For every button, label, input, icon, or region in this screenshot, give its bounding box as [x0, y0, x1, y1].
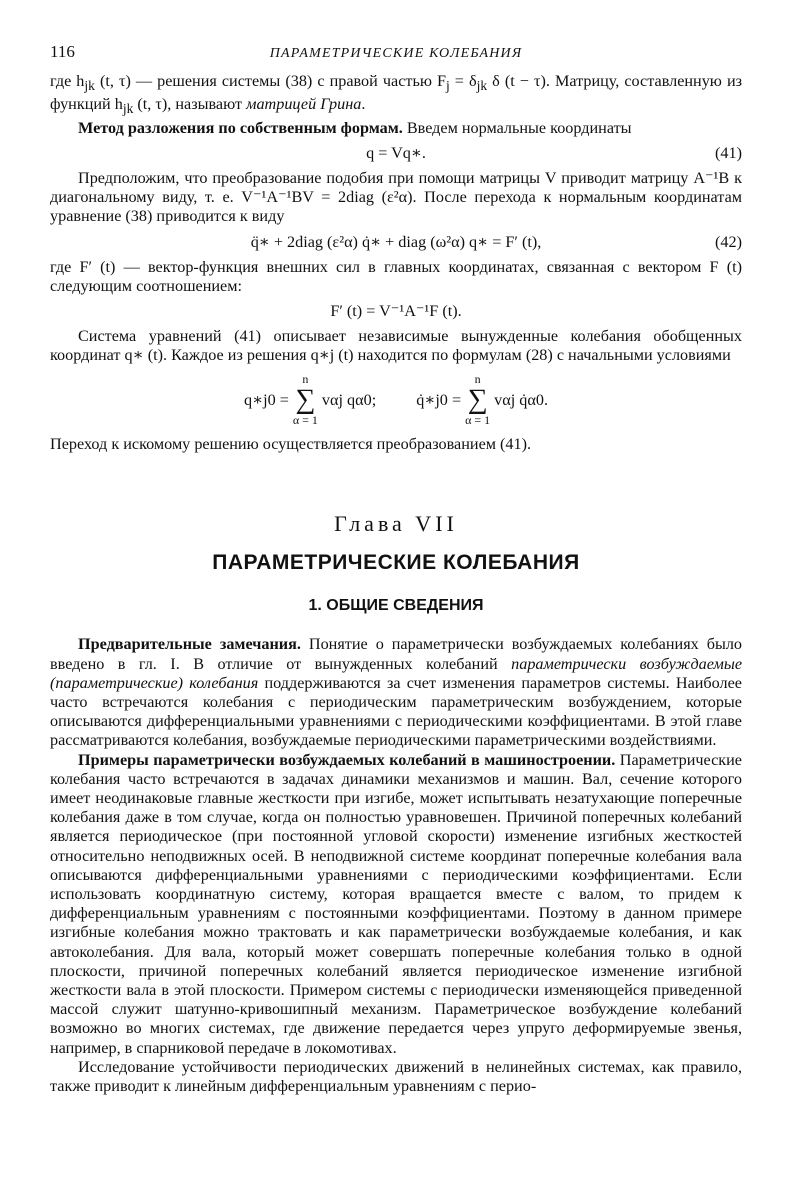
- chapter-title: ПАРАМЕТРИЧЕСКИЕ КОЛЕБАНИЯ: [212, 550, 580, 574]
- paragraph-stability: Исследование устойчивости периодических движений в нелинейных системах, как правило, также приводит к линейным дифференциальным уравнениям с перио-: [50, 1057, 742, 1095]
- running-title: ПАРАМЕТРИЧЕСКИЕ КОЛЕБАНИЯ: [269, 46, 523, 61]
- paragraph-preliminary: Предварительные замечания. Понятие о параметрически возбуждаемых колебаниях было введено в гл. I. В отличие от вынужденных колебаний параметрически возбуждаемые (параметрические) колебания поддерживаются за счет изменения параметров системы. Наиболее часто встречаются колебания с периодическим параметрическим возбуждением, которые описываются дифференциальными уравнениями с периодическими коэффициентами. В этой главе рассматриваются колебания, возбуждаемые периодическими параметрическими воздействиями.: [50, 635, 743, 750]
- paragraph-system-41: Система уравнений (41) описывает независимые вынужденные колебания обобщенных координат q∗ (t). Каждое из решения q∗j (t) находится по формулам (28) с начальными условиями: [50, 327, 742, 365]
- equation-tag: (42): [715, 232, 742, 251]
- equation-initial-conditions: q∗j0 = n ∑ α = 1 vαj qα0; q̇∗j0 = n ∑ α = 1 vαj q̇α0.: [243, 371, 548, 427]
- running-header: [50, 36, 742, 62]
- paragraph-green-matrix: где $h_{jk}$ (t, τ) — решения системы (38) с правой частью $F_j = \delta_{jk}$ δ (t − τ). Матрицу, составленную из функций $h_{jk}$ (t, τ), называют матрицей Грина.: [50, 72, 743, 117]
- section-heading: 1. ОБЩИЕ СВЕДЕНИЯ: [308, 597, 484, 615]
- page: [50, 36, 742, 1096]
- equation-42: q̈∗ + 2diag (ε²α) q̇∗ + diag (ω²α) q∗ = F′ (t), (42): [250, 232, 742, 251]
- equation-force-transform: F′ (t) = V⁻¹A⁻¹F (t).: [330, 302, 462, 321]
- equation-41: q = Vq∗. (41): [366, 144, 742, 163]
- page-number: 116: [50, 42, 75, 61]
- paragraph-modal-method: Метод разложения по собственным формам. Введем нормальные координаты: [78, 118, 632, 137]
- paragraph-transition: Переход к искомому решению осуществляется преобразованием (41).: [50, 434, 532, 453]
- paragraph-force-vector: где F′ (t) — вектор-функция внешних сил в главных координатах, связанная с вектором F (t) следующим соотношением:: [50, 257, 742, 295]
- paragraph-examples: Примеры параметрически возбуждаемых колебаний в машиностроении. Параметрические колебания часто встречаются в задачах динамики механизмов и машин. Вал, сечение которого имеет неодинаковые главные жесткости при изгибе, может испытывать незатухающие поперечные колебания даже в том случае, когда он полностью уравновешен. Причиной поперечных колебаний является периодическое (при постоянной угловой скорости) изменение изгибных жесткостей относительно неподвижных осей. В неподвижной системе координат поперечные колебания вала описываются дифференциальными уравнениями с периодическими коэффициентами. Если использовать координатную систему, которая вращается вместе с валом, то придем к дифференциальным уравнениям с постоянными коэффициентами. Поэтому в данном примере изгибные колебания можно трактовать и как параметрически возбуждаемые колебания, и как автоколебания. Для вала, который может совершать поперечные колебания только в одной плоскости, причиной поперечных колебаний является периодическое изменение изгибной жесткости вала в этой плоскости. Примером системы с периодически изменяющейся приведенной массой служит шатунно-кривошипный механизм. Параметрическое возбуждение колебаний возможно во многих системах, где движение передается через упруго деформируемые звенья, например, в спарниковой передаче в локомотивах.: [50, 750, 742, 1057]
- equation-tag: (41): [715, 144, 742, 163]
- paragraph-similarity: Предположим, что преобразование подобия при помощи матрицы V приводит матрицу A⁻¹B к диагональному виду, т. е. V⁻¹A⁻¹BV = 2diag (ε²α). После перехода к нормальным координатам уравнение (38) приводится к виду: [50, 169, 742, 226]
- chapter-label: Глава VII: [334, 510, 458, 536]
- summation-symbol: n ∑ α = 1: [465, 371, 491, 427]
- summation-symbol: n ∑ α = 1: [292, 371, 318, 427]
